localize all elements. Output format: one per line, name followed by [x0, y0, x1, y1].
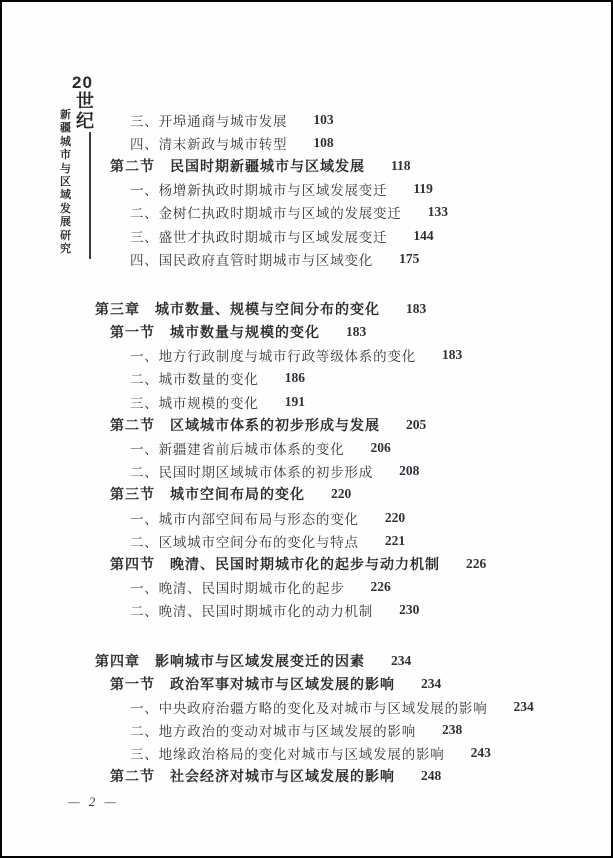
toc-entry-page-number: 220: [331, 486, 352, 502]
toc-entry-item: [95, 178, 565, 201]
toc-entry-title: 一、城市内部空间布局与形态的变化: [130, 511, 359, 527]
toc-entry-item: [95, 247, 565, 270]
toc-entry-page-number: 183: [442, 347, 463, 363]
toc-entry-page-number: 226: [370, 579, 391, 595]
toc-entry-page-number: 144: [413, 227, 434, 243]
toc-entry-title: 二、金树仁执政时期城市与区域的发展变迁: [130, 206, 402, 222]
toc-entry-page-number: 226: [466, 555, 487, 571]
toc-entry-section: [95, 321, 565, 344]
toc-entry-section: [95, 154, 565, 177]
toc-entry-page-number: 248: [421, 768, 442, 784]
toc-entry-page-number: 221: [384, 532, 406, 548]
toc-entry-item: [95, 460, 565, 483]
toc-entry-title: 第四节 晚清、民国时期城市化的起步与动力机制: [110, 555, 440, 572]
toc-entry-page-number: 238: [442, 722, 463, 738]
toc-entry-page-number: 186: [284, 370, 305, 386]
toc-entry-title: 第三节 城市空间布局的变化: [110, 486, 305, 503]
toc-entry-item: [95, 201, 565, 224]
toc-entry-page-number: 175: [399, 250, 420, 266]
toc-entry-page-number: 234: [513, 698, 534, 714]
toc-entry-title: 一、新疆建省前后城市体系的变化: [130, 442, 345, 458]
toc-entry-section: [95, 765, 565, 788]
toc-entry-title: 二、晚清、民国时期城市化的动力机制: [130, 604, 374, 620]
toc-entry-section: [95, 552, 565, 575]
spine-book-title-vertical: 新疆城市与区域发展研究: [60, 109, 71, 256]
toc-entry-page-number: 133: [427, 204, 448, 220]
toc-entry-item: [95, 131, 565, 154]
toc-entry-page-number: 118: [391, 157, 411, 173]
toc-group-gap: [95, 622, 565, 649]
toc-entry-chapter: [95, 297, 565, 320]
toc-entry-page-number: 191: [284, 393, 305, 409]
toc-entry-title: 四、国民政府直管时期城市与区域变化: [130, 252, 374, 268]
toc-entry-page-number: 183: [346, 324, 367, 340]
toc-entry-title: 三、开埠通商与城市发展: [130, 113, 288, 129]
toc-group-gap: [95, 270, 565, 297]
toc-entry-page-number: 108: [313, 134, 334, 150]
toc-entry-page-number: 230: [399, 602, 420, 618]
toc-entry-item: [95, 599, 565, 622]
toc-entry-item: [95, 367, 565, 390]
toc-entry-title: 第二节 社会经济对城市与区域发展的影响: [110, 768, 395, 785]
toc-entry-page-number: 243: [470, 745, 491, 761]
toc-entry-title: 第一节 城市数量与规模的变化: [110, 324, 320, 341]
toc-entry-title: 一、杨增新执政时期城市与区域发展变迁: [130, 183, 388, 199]
toc-entry-item: [95, 576, 565, 599]
toc-entry-title: 一、地方行政制度与城市行政等级体系的变化: [130, 349, 416, 365]
toc-entry-item: [95, 344, 565, 367]
toc-entry-item: [95, 436, 565, 459]
toc-entry-section: [95, 483, 565, 506]
toc-entry-title: 第二节 区域城市体系的初步形成与发展: [110, 416, 380, 433]
toc-entry-page-number: 206: [370, 440, 391, 456]
toc-entry-title: 第一节 政治军事对城市与区域发展的影响: [110, 675, 395, 692]
toc-entry-title: 二、地方政治的变动对城市与区域发展的影响: [130, 724, 416, 740]
toc-entry-title: 第三章 城市数量、规模与空间分布的变化: [95, 300, 380, 317]
footer-page-number: — 2 —: [68, 794, 120, 809]
toc-entry-item: [95, 108, 565, 131]
toc-entry-page-number: 234: [391, 652, 412, 668]
toc-entry-title: 二、民国时期区域城市体系的初步形成: [130, 465, 374, 481]
toc-entry-section: [95, 672, 565, 695]
toc-entry-page-number: 183: [406, 300, 427, 316]
toc-entry-title: 第四章 影响城市与区域发展变迁的因素: [95, 652, 365, 669]
table-of-contents: [95, 108, 565, 788]
toc-entry-section: [95, 413, 565, 436]
toc-entry-title: 三、盛世才执政时期城市与区域发展变迁: [130, 229, 388, 245]
toc-entry-item: [95, 506, 565, 529]
toc-entry-title: 一、晚清、民国时期城市化的起步: [130, 581, 345, 597]
toc-entry-title: 一、中央政府治疆方略的变化及对城市与区域发展的影响: [130, 700, 488, 716]
toc-entry-item: [95, 529, 565, 552]
spine-era-number: 20: [72, 73, 93, 92]
toc-entry-page-number: 234: [421, 675, 442, 691]
toc-entry-item: [95, 695, 565, 718]
toc-entry-page-number: 103: [313, 111, 334, 127]
toc-entry-title: 二、城市数量的变化: [130, 372, 259, 388]
toc-entry-page-number: 208: [399, 463, 420, 479]
toc-entry-chapter: [95, 649, 565, 672]
toc-entry-title: 第二节 民国时期新疆城市与区域发展: [110, 157, 365, 174]
toc-entry-item: [95, 742, 565, 765]
toc-entry-item: [95, 390, 565, 413]
toc-entry-page-number: 220: [384, 509, 406, 525]
toc-entry-title: 二、区域城市空间分布的变化与特点: [130, 534, 359, 550]
toc-entry-item: [95, 224, 565, 247]
toc-entry-title: 四、清末新政与城市转型: [130, 136, 288, 152]
toc-entry-page-number: 205: [406, 416, 427, 432]
toc-entry-page-number: 119: [413, 181, 433, 197]
spine-vertical-rule: [89, 132, 91, 259]
spine-era-title-vertical: 世纪: [76, 91, 94, 131]
toc-entry-title: 三、城市规模的变化: [130, 395, 259, 411]
toc-entry-title: 三、地缘政治格局的变化对城市与区域发展的影响: [130, 747, 445, 763]
toc-entry-item: [95, 719, 565, 742]
